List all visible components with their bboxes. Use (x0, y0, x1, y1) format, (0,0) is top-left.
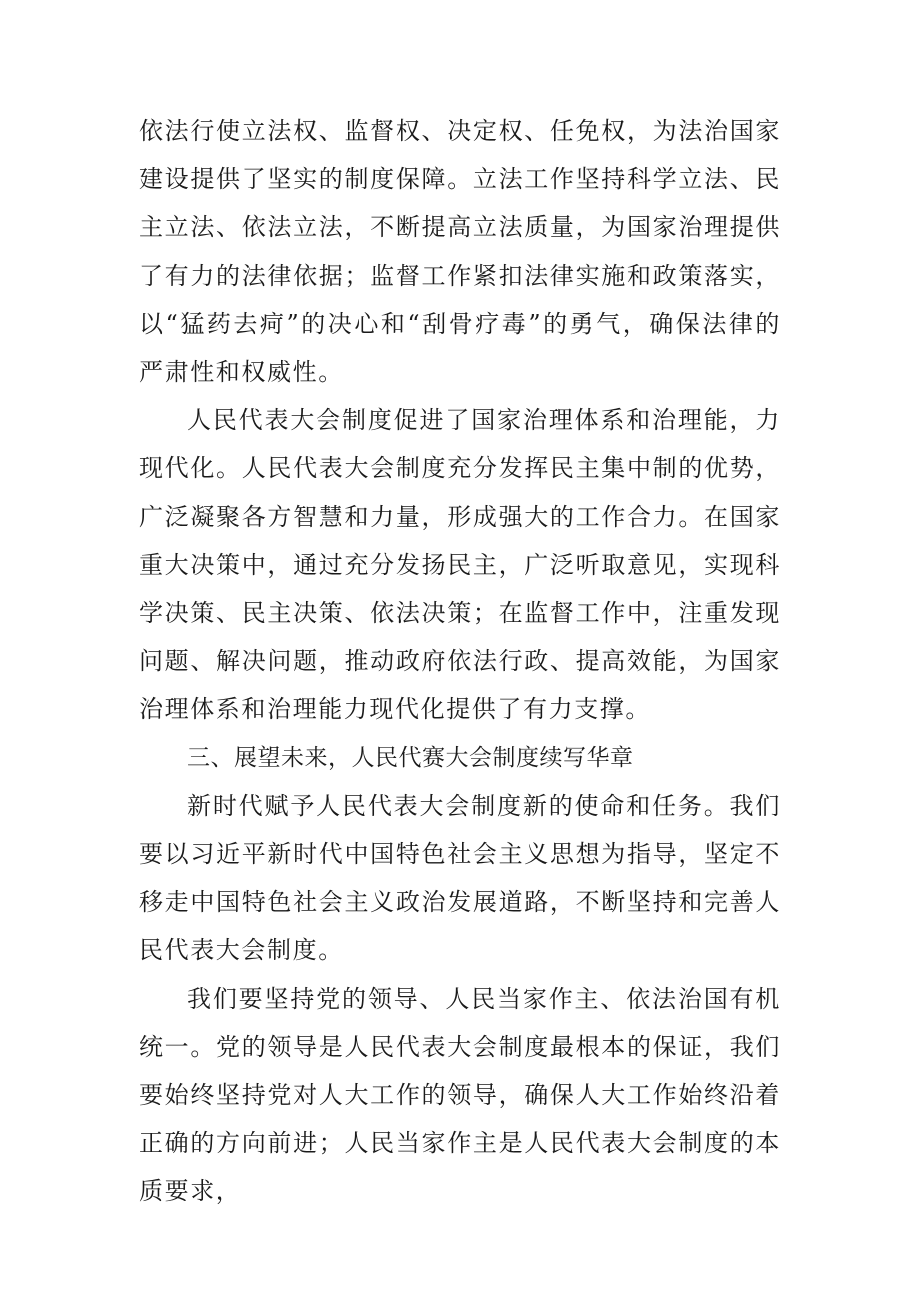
document-body (139, 107, 781, 1216)
paragraph-new-era: 新时代赋予人民代表大会制度新的使命和任务。我们要以习近平新时代中国特色社会主义思想为指导，坚定不移走中国特色社会主义政治发展道路，不断坚持和完善人民代表大会制度。 (139, 791, 781, 965)
paragraph-continuation: 依法行使立法权、监督权、决定权、任免权，为法治国家建设提供了坚实的制度保障。立法工作坚持科学立法、民主立法、依法立法，不断提高立法质量，为国家治理提供了有力的法律依据；监督工作紧扣法律实施和政策落实，以“猛药去疴”的决心和“刮骨疗毒”的勇气，确保法律的严肃性和权威性。 (139, 117, 781, 387)
paragraph-party-leadership: 我们要坚持党的领导、人民当家作主、依法治国有机统一。党的领导是人民代表大会制度最根本的保证，我们要始终坚持党对人大工作的领导，确保人大工作始终沿着正确的方向前进；人民当家作主是人民代表大会制度的本质要求， (139, 984, 781, 1206)
section-heading: 三、展望未来，人民代赛大会制度续写华章 (187, 744, 634, 771)
paragraph-governance: 人民代表大会制度促进了国家治理体系和治理能，力现代化。人民代表大会制度充分发挥民主集中制的优势，广泛凝聚各方智慧和力量，形成强大的工作合力。在国家重大决策中，通过充分发扬民主，广泛听取意见，实现科学决策、民主决策、依法决策；在监督工作中，注重发现问题、解决问题，推动政府依法行政、提高效能，为国家治理体系和治理能力现代化提供了有力支撑。 (139, 406, 781, 724)
